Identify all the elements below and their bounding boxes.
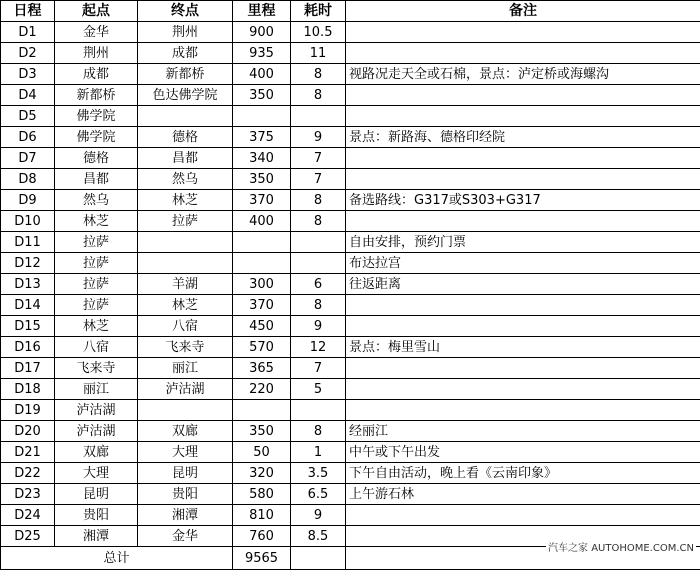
cell-end: 新都桥 [138, 64, 233, 85]
table-row [1, 85, 700, 106]
cell-day: D10 [1, 211, 55, 232]
table-row [1, 211, 700, 232]
cell-notes: 经丽江 [346, 421, 700, 442]
cell-end: 昆明 [138, 463, 233, 484]
cell-start: 金华 [55, 22, 138, 43]
cell-day: D14 [1, 295, 55, 316]
table-row [1, 169, 700, 190]
watermark: 汽车之家 AUTOHOME.COM.CN [546, 539, 696, 554]
cell-start: 拉萨 [55, 232, 138, 253]
cell-notes [346, 211, 700, 232]
cell-distance: 935 [233, 43, 291, 64]
cell-time: 8 [291, 421, 346, 442]
cell-end: 德格 [138, 127, 233, 148]
cell-day: D4 [1, 85, 55, 106]
cell-notes: 上午游石林 [346, 484, 700, 505]
cell-day: D12 [1, 253, 55, 274]
cell-notes [346, 43, 700, 64]
cell-start: 佛学院 [55, 106, 138, 127]
cell-start: 八宿 [55, 337, 138, 358]
table-row [1, 64, 700, 85]
cell-start: 双廊 [55, 442, 138, 463]
cell-end [138, 253, 233, 274]
cell-day: D2 [1, 43, 55, 64]
cell-end: 飞来寺 [138, 337, 233, 358]
cell-day: D16 [1, 337, 55, 358]
cell-notes [346, 169, 700, 190]
cell-time: 9 [291, 127, 346, 148]
cell-distance: 300 [233, 274, 291, 295]
cell-end: 成都 [138, 43, 233, 64]
cell-time: 8 [291, 295, 346, 316]
cell-time: 9 [291, 505, 346, 526]
cell-end: 贵阳 [138, 484, 233, 505]
header-notes: 备注 [346, 1, 700, 22]
header-start: 起点 [55, 1, 138, 22]
cell-end: 拉萨 [138, 211, 233, 232]
cell-start: 荆州 [55, 43, 138, 64]
header-day: 日程 [1, 1, 55, 22]
header-distance: 里程 [233, 1, 291, 22]
cell-day: D8 [1, 169, 55, 190]
cell-time: 10.5 [291, 22, 346, 43]
cell-end: 然乌 [138, 169, 233, 190]
cell-time: 7 [291, 358, 346, 379]
cell-day: D13 [1, 274, 55, 295]
table-row [1, 463, 700, 484]
cell-distance: 370 [233, 190, 291, 211]
cell-notes: 中午或下午出发 [346, 442, 700, 463]
cell-start: 大理 [55, 463, 138, 484]
table-row [1, 421, 700, 442]
cell-day: D22 [1, 463, 55, 484]
cell-start: 拉萨 [55, 274, 138, 295]
cell-time: 12 [291, 337, 346, 358]
table-row [1, 148, 700, 169]
cell-start: 新都桥 [55, 85, 138, 106]
table-row [1, 274, 700, 295]
cell-end: 林芝 [138, 190, 233, 211]
cell-notes: 景点：梅里雪山 [346, 337, 700, 358]
table-row [1, 22, 700, 43]
cell-day: D25 [1, 526, 55, 547]
cell-distance [233, 232, 291, 253]
cell-time: 5 [291, 379, 346, 400]
cell-end: 金华 [138, 526, 233, 547]
cell-distance: 760 [233, 526, 291, 547]
cell-notes [346, 400, 700, 421]
cell-distance [233, 106, 291, 127]
table-row [1, 484, 700, 505]
cell-time: 9 [291, 316, 346, 337]
cell-end: 大理 [138, 442, 233, 463]
cell-day: D11 [1, 232, 55, 253]
table-row [1, 358, 700, 379]
cell-time: 7 [291, 148, 346, 169]
total-empty-time [291, 547, 346, 570]
cell-start: 成都 [55, 64, 138, 85]
cell-end: 昌都 [138, 148, 233, 169]
cell-end [138, 232, 233, 253]
cell-end: 丽江 [138, 358, 233, 379]
table-row [1, 106, 700, 127]
table-row [1, 442, 700, 463]
total-label: 总计 [1, 547, 233, 570]
cell-end [138, 400, 233, 421]
cell-end: 荆州 [138, 22, 233, 43]
cell-time: 7 [291, 169, 346, 190]
cell-day: D6 [1, 127, 55, 148]
cell-day: D20 [1, 421, 55, 442]
cell-day: D21 [1, 442, 55, 463]
table-row [1, 43, 700, 64]
table-row [1, 253, 700, 274]
table-row [1, 295, 700, 316]
cell-distance: 400 [233, 211, 291, 232]
cell-notes [346, 148, 700, 169]
cell-start: 拉萨 [55, 295, 138, 316]
cell-day: D3 [1, 64, 55, 85]
cell-notes [346, 358, 700, 379]
cell-time: 8 [291, 64, 346, 85]
cell-notes: 下午自由活动，晚上看《云南印象》 [346, 463, 700, 484]
cell-day: D23 [1, 484, 55, 505]
cell-end: 湘潭 [138, 505, 233, 526]
cell-start: 湘潭 [55, 526, 138, 547]
cell-distance: 900 [233, 22, 291, 43]
cell-distance: 570 [233, 337, 291, 358]
cell-day: D1 [1, 22, 55, 43]
cell-distance: 350 [233, 85, 291, 106]
cell-notes [346, 295, 700, 316]
cell-start: 飞来寺 [55, 358, 138, 379]
cell-day: D18 [1, 379, 55, 400]
cell-start: 林芝 [55, 211, 138, 232]
cell-time: 1 [291, 442, 346, 463]
table-row [1, 400, 700, 421]
cell-end: 色达佛学院 [138, 85, 233, 106]
cell-day: D17 [1, 358, 55, 379]
cell-distance: 50 [233, 442, 291, 463]
cell-start: 拉萨 [55, 253, 138, 274]
total-distance: 9565 [233, 547, 291, 570]
cell-distance [233, 253, 291, 274]
cell-distance: 320 [233, 463, 291, 484]
cell-notes: 往返距离 [346, 274, 700, 295]
cell-start: 丽江 [55, 379, 138, 400]
cell-time: 8 [291, 190, 346, 211]
cell-start: 昌都 [55, 169, 138, 190]
cell-distance: 450 [233, 316, 291, 337]
cell-day: D5 [1, 106, 55, 127]
cell-notes [346, 316, 700, 337]
header-end: 终点 [138, 1, 233, 22]
cell-distance: 580 [233, 484, 291, 505]
cell-distance: 220 [233, 379, 291, 400]
cell-distance: 350 [233, 421, 291, 442]
cell-distance: 365 [233, 358, 291, 379]
cell-start: 德格 [55, 148, 138, 169]
cell-end: 羊湖 [138, 274, 233, 295]
header-row [1, 1, 700, 22]
cell-end: 林芝 [138, 295, 233, 316]
cell-day: D15 [1, 316, 55, 337]
cell-day: D24 [1, 505, 55, 526]
cell-time: 6 [291, 274, 346, 295]
cell-notes: 备选路线：G317或S303+G317 [346, 190, 700, 211]
cell-distance: 370 [233, 295, 291, 316]
cell-time: 8 [291, 211, 346, 232]
header-time: 耗时 [291, 1, 346, 22]
cell-start: 林芝 [55, 316, 138, 337]
cell-notes: 布达拉宫 [346, 253, 700, 274]
cell-distance: 340 [233, 148, 291, 169]
cell-notes [346, 106, 700, 127]
cell-start: 然乌 [55, 190, 138, 211]
cell-time: 11 [291, 43, 346, 64]
cell-notes [346, 22, 700, 43]
cell-time [291, 232, 346, 253]
cell-start: 佛学院 [55, 127, 138, 148]
cell-start: 泸沽湖 [55, 421, 138, 442]
cell-distance: 350 [233, 169, 291, 190]
cell-time [291, 400, 346, 421]
cell-distance: 400 [233, 64, 291, 85]
cell-start: 泸沽湖 [55, 400, 138, 421]
cell-day: D19 [1, 400, 55, 421]
cell-distance [233, 400, 291, 421]
cell-end: 泸沽湖 [138, 379, 233, 400]
cell-end: 双廊 [138, 421, 233, 442]
cell-notes [346, 379, 700, 400]
table-row [1, 505, 700, 526]
table-row [1, 232, 700, 253]
table-row [1, 316, 700, 337]
table-row [1, 190, 700, 211]
cell-notes [346, 505, 700, 526]
cell-distance: 810 [233, 505, 291, 526]
cell-time: 6.5 [291, 484, 346, 505]
table-row [1, 337, 700, 358]
cell-notes [346, 85, 700, 106]
cell-day: D7 [1, 148, 55, 169]
cell-end: 八宿 [138, 316, 233, 337]
cell-time: 8.5 [291, 526, 346, 547]
cell-notes: 自由安排，预约门票 [346, 232, 700, 253]
cell-notes: 景点：新路海、德格印经院 [346, 127, 700, 148]
cell-time [291, 106, 346, 127]
cell-end [138, 106, 233, 127]
table-row [1, 379, 700, 400]
cell-distance: 375 [233, 127, 291, 148]
table-row [1, 127, 700, 148]
cell-start: 贵阳 [55, 505, 138, 526]
cell-day: D9 [1, 190, 55, 211]
cell-time: 3.5 [291, 463, 346, 484]
cell-time [291, 253, 346, 274]
cell-time: 8 [291, 85, 346, 106]
cell-notes: 视路况走天全或石棉，景点：泸定桥或海螺沟 [346, 64, 700, 85]
cell-start: 昆明 [55, 484, 138, 505]
